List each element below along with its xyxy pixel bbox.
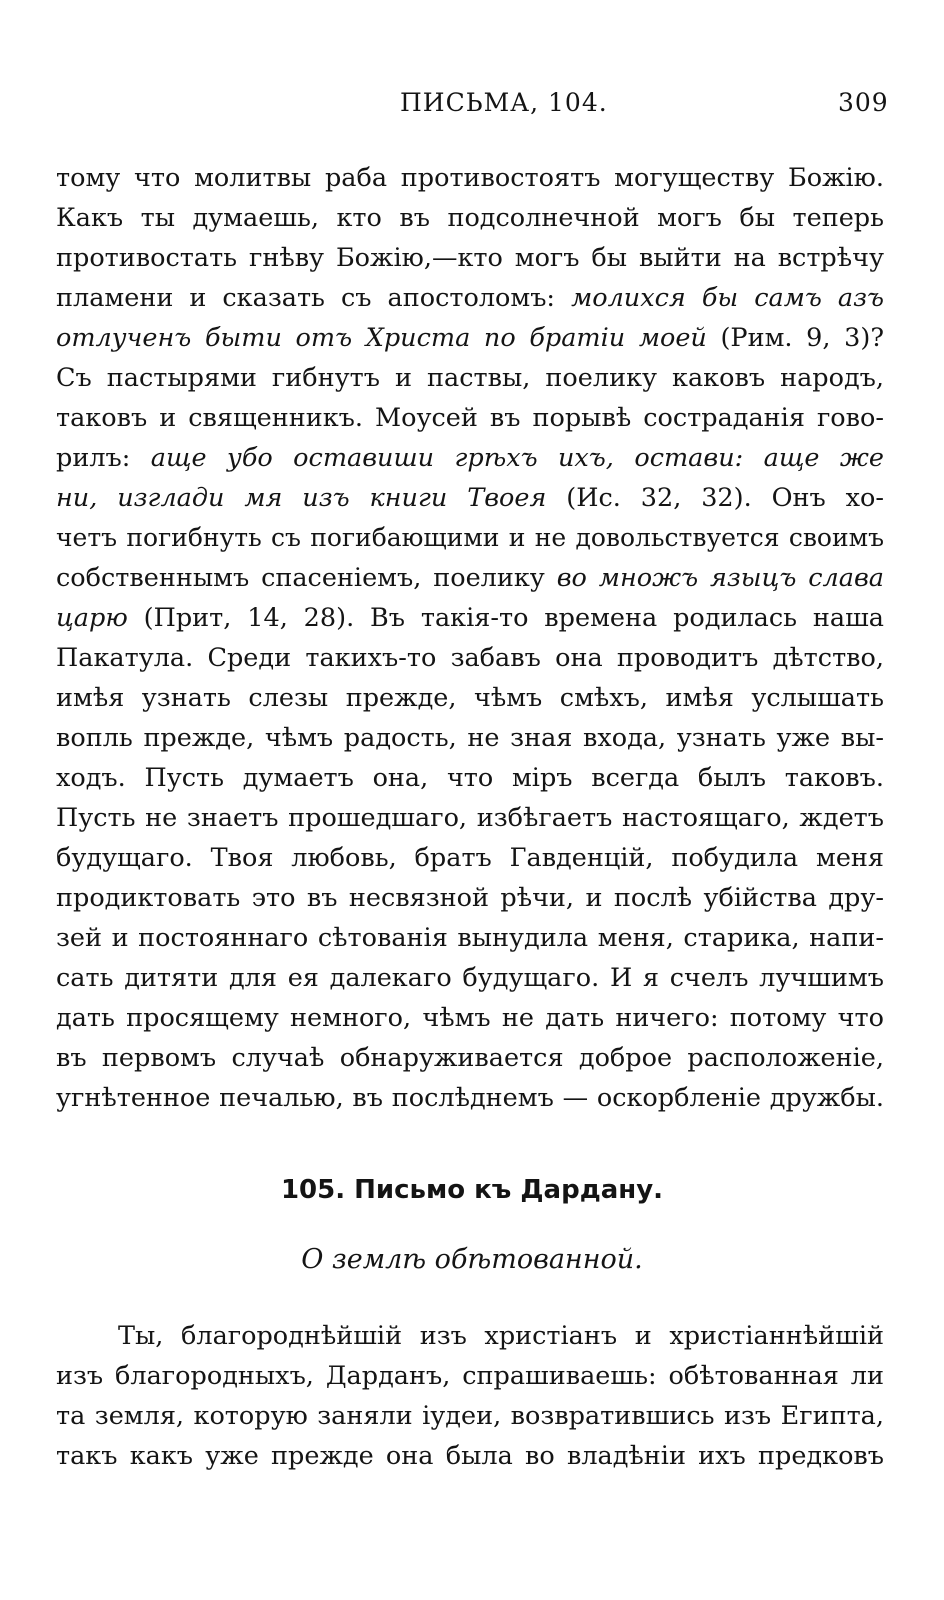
text-line: собственнымъ спасеніемъ, поелику во множъ языцъ слава — [56, 563, 884, 593]
text-line: дать просящему немного, чѣмъ не дать ничего: потому что — [56, 1003, 884, 1033]
scripture-quote: отлученъ быти отъ Христа по братіи моей — [56, 323, 707, 353]
text-line: та земля, которую заняли іудеи, возвратившись изъ Египта, — [56, 1401, 884, 1431]
scripture-quote: во множъ языцъ слава — [556, 563, 884, 593]
text-line: ходъ. Пусть думаетъ она, что міръ всегда былъ таковъ. — [56, 763, 884, 793]
text-line: ни, изглади мя изъ книги Твоея (Ис. 32, 32). Онъ хо- — [56, 483, 884, 513]
text-line: противостать гнѣву Божію,—кто могъ бы выйти на встрѣчу — [56, 243, 884, 273]
text-line: въ первомъ случаѣ обнаруживается доброе расположеніе, — [56, 1043, 884, 1073]
scripture-quote: молихся бы самъ азъ — [571, 283, 884, 313]
text-line: такъ какъ уже прежде она была во владѣніи ихъ предковъ — [56, 1441, 884, 1471]
scripture-quote: аще убо оставиши грѣхъ ихъ, остави: аще же — [150, 443, 884, 473]
text-line: Съ пастырями гибнутъ и паствы, поелику каковъ народъ, — [56, 363, 884, 393]
scripture-quote: царю — [56, 603, 128, 633]
text-line: изъ благородныхъ, Дарданъ, спрашиваешь: обѣтованная ли — [56, 1361, 884, 1391]
text-line: тому что молитвы раба противостоятъ могуществу Божію. — [56, 163, 884, 193]
text-line: рилъ: аще убо оставиши грѣхъ ихъ, остави: аще же — [56, 443, 884, 473]
text-line: продиктовать это въ несвязной рѣчи, и послѣ убійства дру- — [56, 883, 884, 913]
text-line: вопль прежде, чѣмъ радость, не зная входа, узнать уже вы- — [56, 723, 884, 753]
text-line: Какъ ты думаешь, кто въ подсолнечной могъ бы теперь — [56, 203, 884, 233]
text-line: Пусть не знаетъ прошедшаго, избѣгаетъ настоящаго, ждетъ — [56, 803, 884, 833]
text-line: четъ погибнуть съ погибающими и не довольствуется своимъ — [56, 523, 884, 552]
text-line: имѣя узнать слезы прежде, чѣмъ смѣхъ, имѣя услышать — [56, 683, 884, 713]
text-line: Ты, благороднѣйшій изъ христіанъ и христіаннѣйшій — [118, 1321, 884, 1351]
text-line: отлученъ быти отъ Христа по братіи моей (Рим. 9, 3)? — [56, 323, 884, 353]
text-line: Пакатула. Среди такихъ-то забавъ она проводитъ дѣтство, — [56, 643, 884, 673]
page-number: 309 — [838, 88, 889, 117]
letter-heading: 105. Письмо къ Дардану. — [280, 1175, 664, 1205]
text-line: пламени и сказать съ апостоломъ: молихся бы самъ азъ — [56, 283, 884, 313]
running-title: ПИСЬМА, 104. — [400, 88, 608, 117]
text-line: будущаго. Твоя любовь, братъ Гавденцій, побудила меня — [56, 843, 884, 873]
text-line: сать дитяти для ея далекаго будущаго. И я счелъ лучшимъ — [56, 963, 884, 993]
running-head — [0, 88, 944, 128]
text-line: царю (Прит, 14, 28). Въ такія-то времена родилась наша — [56, 603, 884, 633]
text-line: зей и постояннаго сѣтованія вынудила меня, старика, напи- — [56, 923, 884, 953]
text-line: таковъ и священникъ. Моусей въ порывѣ состраданія гово- — [56, 403, 884, 433]
scripture-quote: ни, изглади мя изъ книги Твоея — [56, 483, 547, 513]
letter-subheading: О землѣ обѣтованной. — [301, 1244, 643, 1275]
text-line: угнѣтенное печалью, въ послѣднемъ — оскорбленіе дружбы. — [56, 1083, 884, 1113]
